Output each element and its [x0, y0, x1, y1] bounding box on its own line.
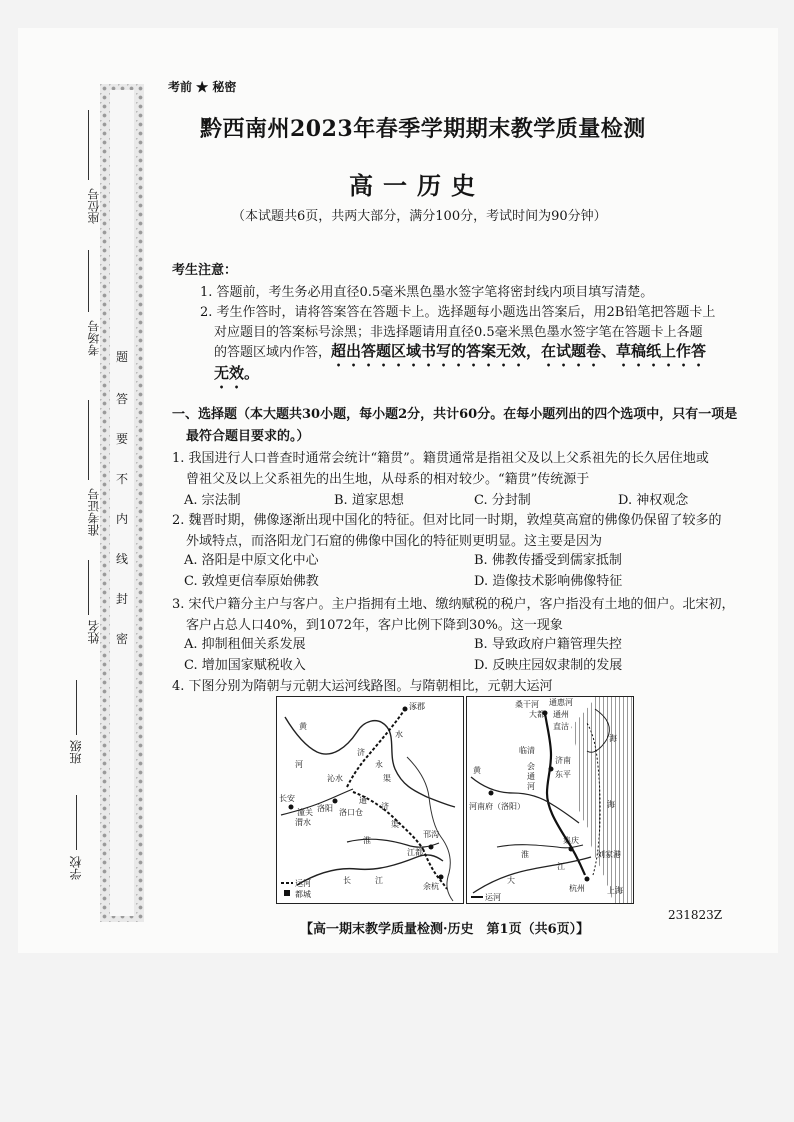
notice-item-1: 1. 答题前，考生务必用直径0.5毫米黑色墨水签字笔将密封线内项目填写清楚。 — [200, 285, 654, 300]
map-label: 上海 — [607, 886, 623, 895]
legend-capital-symbol — [284, 890, 290, 896]
jiqing-marker — [569, 847, 574, 852]
seal-strip-inner — [110, 90, 134, 916]
huai-river-line — [347, 839, 439, 847]
map-label: 直沽 — [553, 722, 569, 731]
jinan-marker — [549, 767, 554, 772]
map-label: 黄 — [473, 766, 481, 775]
map-label: 洛口仓 — [339, 808, 363, 817]
question-1 — [172, 448, 742, 490]
seat-number-label: 座位号 — [87, 188, 101, 224]
map-label: 桑干河 — [515, 700, 539, 709]
map-label: 集庆 — [563, 836, 579, 845]
seal-char: 线 — [115, 552, 128, 566]
paper-code: 231823Z — [668, 908, 723, 922]
sui-map-svg — [277, 697, 463, 903]
q2-option-d[interactable]: D. 造像技术影响佛像特征 — [474, 574, 623, 589]
map-label: 淮 — [521, 850, 529, 859]
seal-char: 内 — [115, 512, 128, 526]
exam-room-label: 考场号 — [87, 320, 101, 356]
name-line[interactable] — [88, 560, 89, 615]
map-label: 水 — [395, 730, 403, 739]
question-2 — [172, 510, 742, 552]
notice-title: 考生注意： — [172, 263, 238, 278]
notice-item-2b: 对应题目的答案标号涂黑；非选择题请用直径0.5毫米黑色墨水签字笔在答题卡上各题 — [214, 325, 703, 340]
question-4 — [172, 676, 742, 697]
map-label: 黄 — [299, 722, 307, 731]
map-label: 江都 — [407, 848, 423, 857]
map-label: 长安 — [279, 794, 295, 803]
map-label: 沁水 — [327, 774, 343, 783]
map-label: 东平 — [555, 770, 571, 779]
map-label: 济 — [381, 802, 389, 811]
legend-label: 运河 — [485, 893, 501, 902]
question-2-line-1: 2. 魏晋时期，佛像逐渐出现中国化的特征。但对比同一时期，敦煌莫高窟的佛像仍保留了较多的 — [172, 513, 722, 528]
subject-title: 高一历史 — [349, 171, 485, 200]
seal-char: 题 — [115, 350, 128, 364]
notice-emphasis: 超出答题区域书写的答案无效，在试题卷、草稿纸上作答 — [331, 342, 707, 360]
map-label: 杭州 — [569, 884, 585, 893]
q2-option-a[interactable]: A. 洛阳是中原文化中心 — [184, 553, 319, 568]
map-label: 通惠河 — [549, 698, 573, 707]
map-label: 河南府（洛阳） — [469, 802, 525, 811]
yellow-river-line — [471, 777, 579, 823]
question-3-line-1: 3. 宋代户籍分主户与客户。主户指拥有土地、缴纳赋税的税户，客户指没有土地的佃户。北宋初， — [172, 597, 735, 612]
exam-title: 黔西南州2023年春季学期期末教学质量检测 — [200, 116, 646, 142]
map-label: 洛阳 — [317, 804, 333, 813]
notice-item-2c: 的答题区域内作答， — [214, 345, 332, 360]
school-line[interactable] — [76, 795, 77, 850]
question-4-line-1: 4. 下图分别为隋朝与元朝大运河线路图。与隋朝相比，元朝大运河 — [172, 679, 553, 694]
seal-char: 不 — [115, 472, 128, 486]
yellow-river-line — [285, 717, 455, 807]
q2-option-b[interactable]: B. 佛教传播受到儒家抵制 — [474, 553, 622, 568]
map-label: 渭水 — [295, 818, 311, 827]
map-label: 会 — [527, 762, 535, 771]
map-label: 河 — [527, 782, 535, 791]
section1-heading-b: 最符合题目要求的。） — [186, 429, 310, 444]
map-label: 济南 — [555, 756, 571, 765]
seal-char: 答 — [115, 392, 128, 406]
notice-item-2c-line — [214, 340, 706, 370]
map-label: 涿郡 — [409, 702, 425, 711]
map-label: 永 — [375, 760, 383, 769]
q1-option-d[interactable]: D. 神权观念 — [618, 493, 689, 508]
q1-option-c[interactable]: C. 分封制 — [474, 493, 531, 508]
yangtze-river-line — [297, 855, 443, 885]
seal-char: 密 — [115, 632, 128, 646]
map-label: 河 — [295, 760, 303, 769]
sea-area — [571, 697, 633, 903]
question-1-line-2: 曾祖父及以上父系祖先的出生地，从母系的相对较少。“籍贯”传统源于 — [186, 472, 590, 487]
henanfu-marker — [489, 791, 494, 796]
secret-label: 考前 ★ 秘密 — [168, 80, 237, 94]
map-label: 潼关 — [297, 808, 313, 817]
map-label: 通 — [527, 772, 535, 781]
map-label: 济 — [357, 748, 365, 757]
map-label: 大 — [507, 876, 515, 885]
legend-label: 运河 — [295, 879, 311, 888]
map-label: 渠 — [391, 820, 399, 829]
legend-label: 都城 — [295, 890, 311, 899]
map-label: 刘家港 — [597, 850, 621, 859]
exam-info: （本试题共6页，共两大部分，满分100分，考试时间为90分钟） — [232, 209, 607, 224]
map-label: 长 — [343, 876, 351, 885]
changan-marker — [289, 805, 294, 810]
seal-char: 要 — [115, 432, 128, 446]
class-line[interactable] — [76, 680, 77, 735]
question-1-line-1: 1. 我国进行人口普查时通常会统计“籍贯”。籍贯通常是指祖父及以上父系祖先的长久居住地或 — [172, 451, 709, 466]
coastline — [407, 757, 453, 901]
map-label: 淮 — [363, 836, 371, 845]
ticket-number-line[interactable] — [88, 400, 89, 480]
notice-item-2a: 2. 考生作答时，请将答案答在答题卡上。选择题每小题选出答案后，用2B铅笔把答题卡上 — [200, 305, 716, 320]
question-2-line-2: 外域特点，而洛阳龙门石窟的佛像中国化的特征则更明显。这主要是因为 — [186, 534, 603, 549]
map-label: 余杭 — [423, 882, 439, 891]
q3-option-d[interactable]: D. 反映庄园奴隶制的发展 — [474, 658, 623, 673]
map-label: 大都 — [529, 710, 545, 719]
section1-heading-a: 一、选择题（本大题共30小题，每小题2分，共计60分。在每小题列出的四个选项中，只有一项是 — [172, 407, 738, 422]
jiangdu-marker — [429, 845, 434, 850]
q1-option-b[interactable]: B. 道家思想 — [334, 493, 404, 508]
map-label: 江 — [557, 862, 565, 871]
name-label: 姓名 — [87, 620, 101, 644]
page-footer: 【高一期末教学质量检测·历史 第1页（共6页）】 — [300, 922, 590, 937]
hangzhou-marker — [585, 877, 590, 882]
map-label: 渠 — [383, 774, 391, 783]
question-3 — [172, 594, 742, 636]
seal-char: 封 — [115, 592, 128, 606]
luoyang-marker — [333, 799, 338, 804]
class-label: 班级 — [69, 740, 83, 764]
yuan-canal-map — [466, 696, 634, 904]
map-label: 临清 — [519, 746, 535, 755]
map-label: 通州 — [553, 710, 569, 719]
zhuojun-marker — [403, 707, 408, 712]
q3-option-c[interactable]: C. 增加国家赋税收入 — [184, 658, 306, 673]
q2-option-c[interactable]: C. 敦煌更信奉原始佛教 — [184, 574, 319, 589]
q3-option-a[interactable]: A. 抑制租佃关系发展 — [184, 637, 306, 652]
map-label: 江 — [375, 876, 383, 885]
sui-canal-map — [276, 696, 464, 904]
q3-option-b[interactable]: B. 导致政府户籍管理失控 — [474, 637, 622, 652]
question-3-line-2: 客户占总人口40%，到1072年，客户比例下降到30%。这一现象 — [186, 618, 563, 633]
map-label: 通 — [359, 796, 367, 805]
q1-option-a[interactable]: A. 宗法制 — [184, 493, 241, 508]
map-label: 海 — [609, 734, 617, 743]
yuhang-marker — [439, 875, 444, 880]
yuan-map-svg — [467, 697, 633, 903]
exam-room-line[interactable] — [88, 250, 89, 312]
notice-emphasis-2: 无效。 — [214, 364, 260, 382]
school-label: 学校 — [69, 856, 83, 880]
map-label: 邗沟 — [423, 830, 439, 839]
ticket-number-label: 准考证号 — [87, 488, 101, 536]
map-label: 海 — [607, 800, 615, 809]
